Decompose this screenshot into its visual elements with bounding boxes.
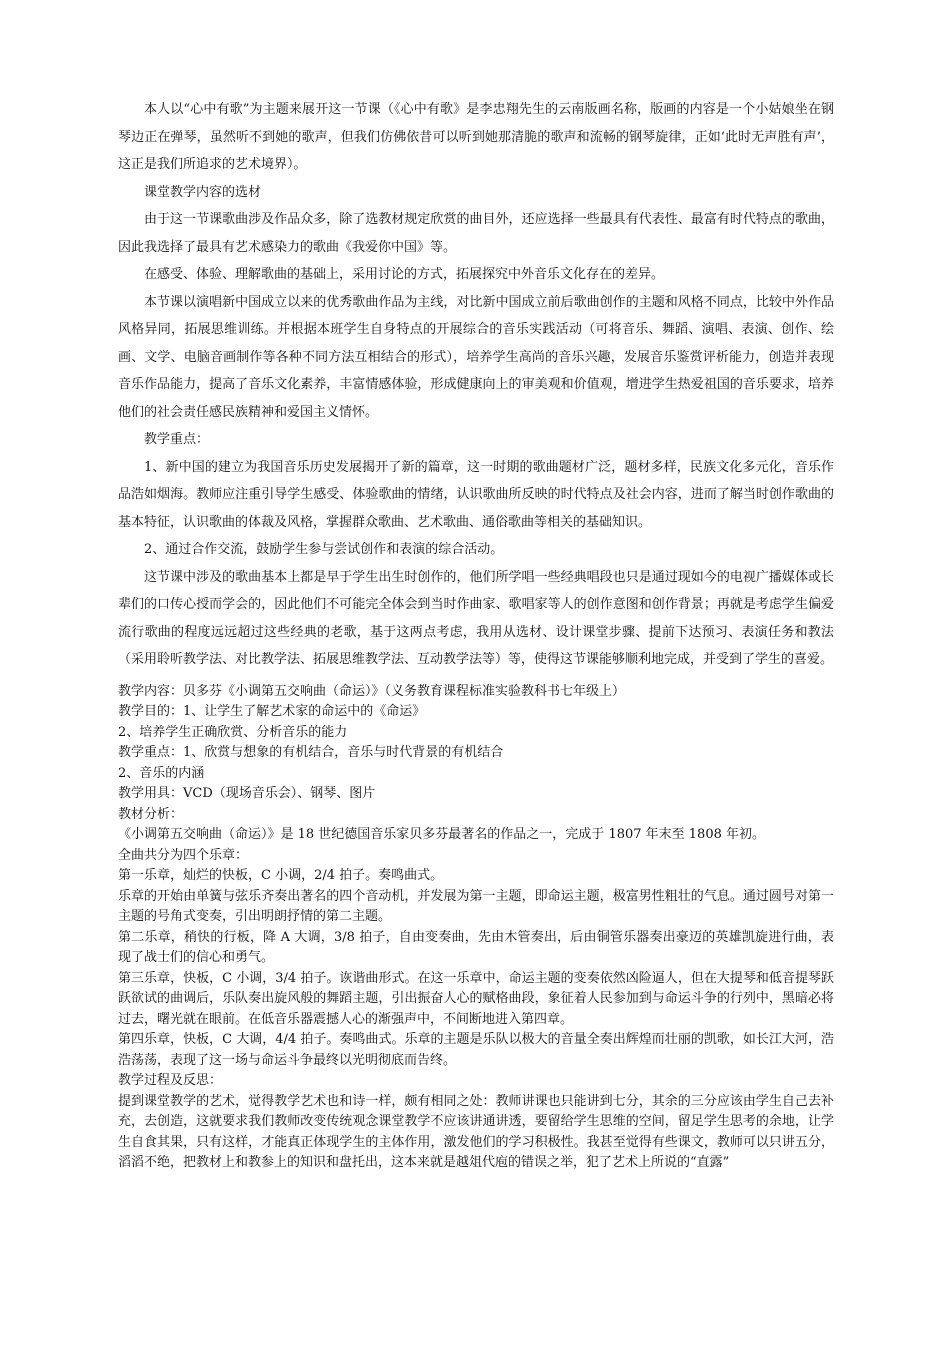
line: 2、培养学生正确欣赏、分析音乐的能力 — [118, 724, 348, 740]
paragraph: 本节课以演唱新中国成立以来的优秀歌曲作品为主线，对比新中国成立前后歌曲创作的主题和风格不同点，比较中外作品风格异同，拓展思维训练。并根据本班学生自身特点的开展综合的音乐实践活动（可将音乐、舞蹈、演唱、表演、创作、绘画、文学、电脑音画制作等各种不同方法互相结合的形式），培养学生高尚的音乐兴趣，发展音乐鉴赏评析能力，创造并表现音乐作品能力，提高了音乐文化素养，丰富情感体验，形成健康向上的审美观和价值观，增进学生热爱祖国的音乐要求，培养他们的社会责任感民族精神和爱国主义情怀。 — [118, 294, 834, 420]
line: 教材分析： — [118, 806, 184, 822]
paragraph: 本人以“心中有歌”为主题来展开这一节课（《心中有歌》是李忠翔先生的云南版画名称，版画的内容是一个小姑娘坐在钢琴边正在弹琴，虽然听不到她的歌声，但我们仿佛依昔可以听到她那清脆的歌声和流畅的钢琴旋律，正如‘此时无声胜有声’，这正是我们所追求的艺术境界）。 — [118, 102, 834, 172]
paragraph: 这节课中涉及的歌曲基本上都是早于学生出生时创作的，他们所学唱一些经典唱段也只是通过现如今的电视广播媒体或长辈们的口传心授而学会的，因此他们不可能完全体会到当时作曲家、歌唱家等人的创作意图和创作背景；再就是考虑学生偏爱流行歌曲的程度远远超过这些经典的老歌，基于这两点考虑，我用从选材、设计课堂步骤、提前下达预习、表演任务和教法（采用聆听教学法、对比教学法、拓展思维教学法、互动教学法等）等，使得这节课能够顺利地完成，并受到了学生的喜爱。 — [118, 569, 834, 667]
line: 第二乐章，稍快的行板，降 A 大调，3/8 拍子，自由变奏曲，先由木管奏出，后由铜管乐器奏出豪迈的英雄凯旋进行曲，表现了战士们的信心和勇气。 — [118, 929, 834, 965]
paragraph: 1、新中国的建立为我国音乐历史发展揭开了新的篇章，这一时期的歌曲题材广泛，题材多样，民族文化多元化，音乐作品浩如烟海。教师应注重引导学生感受、体验歌曲的情绪，认识歌曲所反映的时代特点及社会内容，进而了解当时创作歌曲的基本特征，认识歌曲的体裁及风格，掌握群众歌曲、艺术歌曲、通俗歌曲等相关的基础知识。 — [118, 459, 834, 530]
line: 2、音乐的内涵 — [118, 765, 205, 781]
line: 第三乐章，快板，C 小调，3/4 拍子。诙谐曲形式。在这一乐章中，命运主题的变奏依然凶险逼人，但在大提琴和低音提琴跃跃欲试的曲调后，乐队奏出旋风般的舞蹈主题，引出振奋人心的赋格曲段，象征着人民参加到与命运斗争的行列中，黑暗必将过去，曙光就在眼前。在低音乐器震撼人心的渐强声中，不间断地进入第四章。 — [118, 970, 834, 1027]
line: 第一乐章，灿烂的快板，C 小调，2/4 拍子。奏鸣曲式。 — [118, 868, 444, 883]
paragraph: 由于这一节课歌曲涉及作品众多，除了选教材规定欣赏的曲目外，还应选择一些最具有代表性、最富有时代特点的歌曲，因此我选择了最具有艺术感染力的歌曲《我爱你中国》等。 — [118, 212, 834, 255]
line: 教学过程及反思： — [118, 1073, 223, 1088]
line: 第四乐章，快板，C 大调，4/4 拍子。奏鸣曲式。乐章的主题是乐队以极大的音量全奏出辉煌而壮丽的凯歌，如长江大河，浩浩荡荡，表现了这一场与命运斗争最终以光明彻底而告终。 — [118, 1032, 834, 1068]
paragraph: 课堂教学内容的选材 — [144, 184, 262, 200]
lesson-plan-section — [118, 682, 834, 1174]
paragraph: 教学重点： — [144, 432, 210, 447]
paragraph: 在感受、体验、理解歌曲的基础上，采用讨论的方式，拓展探究中外音乐文化存在的差异。 — [144, 267, 665, 282]
line: 教学用具：VCD（现场音乐会）、钢琴、图片 — [118, 786, 376, 801]
line: 全曲共分为四个乐章： — [118, 847, 249, 863]
line: 教学重点：1、欣赏与想象的有机结合，音乐与时代背景的有机结合 — [118, 745, 504, 760]
lesson-reflection-section — [118, 96, 834, 674]
document-page — [118, 96, 834, 1174]
line: 提到课堂教学的艺术，觉得教学艺术也和诗一样，颇有相同之处：教师讲课也只能讲到七分，其余的三分应该由学生自己去补充，去创造，这就要求我们教师改变传统观念课堂教学不应该讲通讲透，要留给学生思维的空间，留足学生思考的余地，让学生自食其果，只有这样，才能真正体现学生的主体作用，激发他们的学习积极性。我甚至觉得有些课文，教师可以只讲五分，滔滔不绝，把教材上和教参上的知识和盘托出，这本来就是越俎代庖的错误之举，犯了艺术上所说的“直露” — [118, 1093, 834, 1170]
paragraph: 2、通过合作交流，鼓励学生参与尝试创作和表演的综合活动。 — [144, 542, 504, 557]
line: 教学目的：1、让学生了解艺术家的命运中的《命运》 — [118, 704, 426, 719]
line: 教学内容：贝多芬《小调第五交响曲（命运）》（义务教育课程标准实验教科书七年级上） — [118, 683, 626, 699]
line: 《小调第五交响曲（命运）》是 18 世纪德国音乐家贝多芬最著名的作品之一，完成于 1807 年末至 1808 年初。 — [118, 827, 766, 842]
line: 乐章的开始由单簧与弦乐齐奏出著名的四个音动机，并发展为第一主题，即命运主题，极富男性粗壮的气息。通过圆号对第一主题的号角式变奏，引出明朗抒情的第二主题。 — [118, 888, 834, 924]
